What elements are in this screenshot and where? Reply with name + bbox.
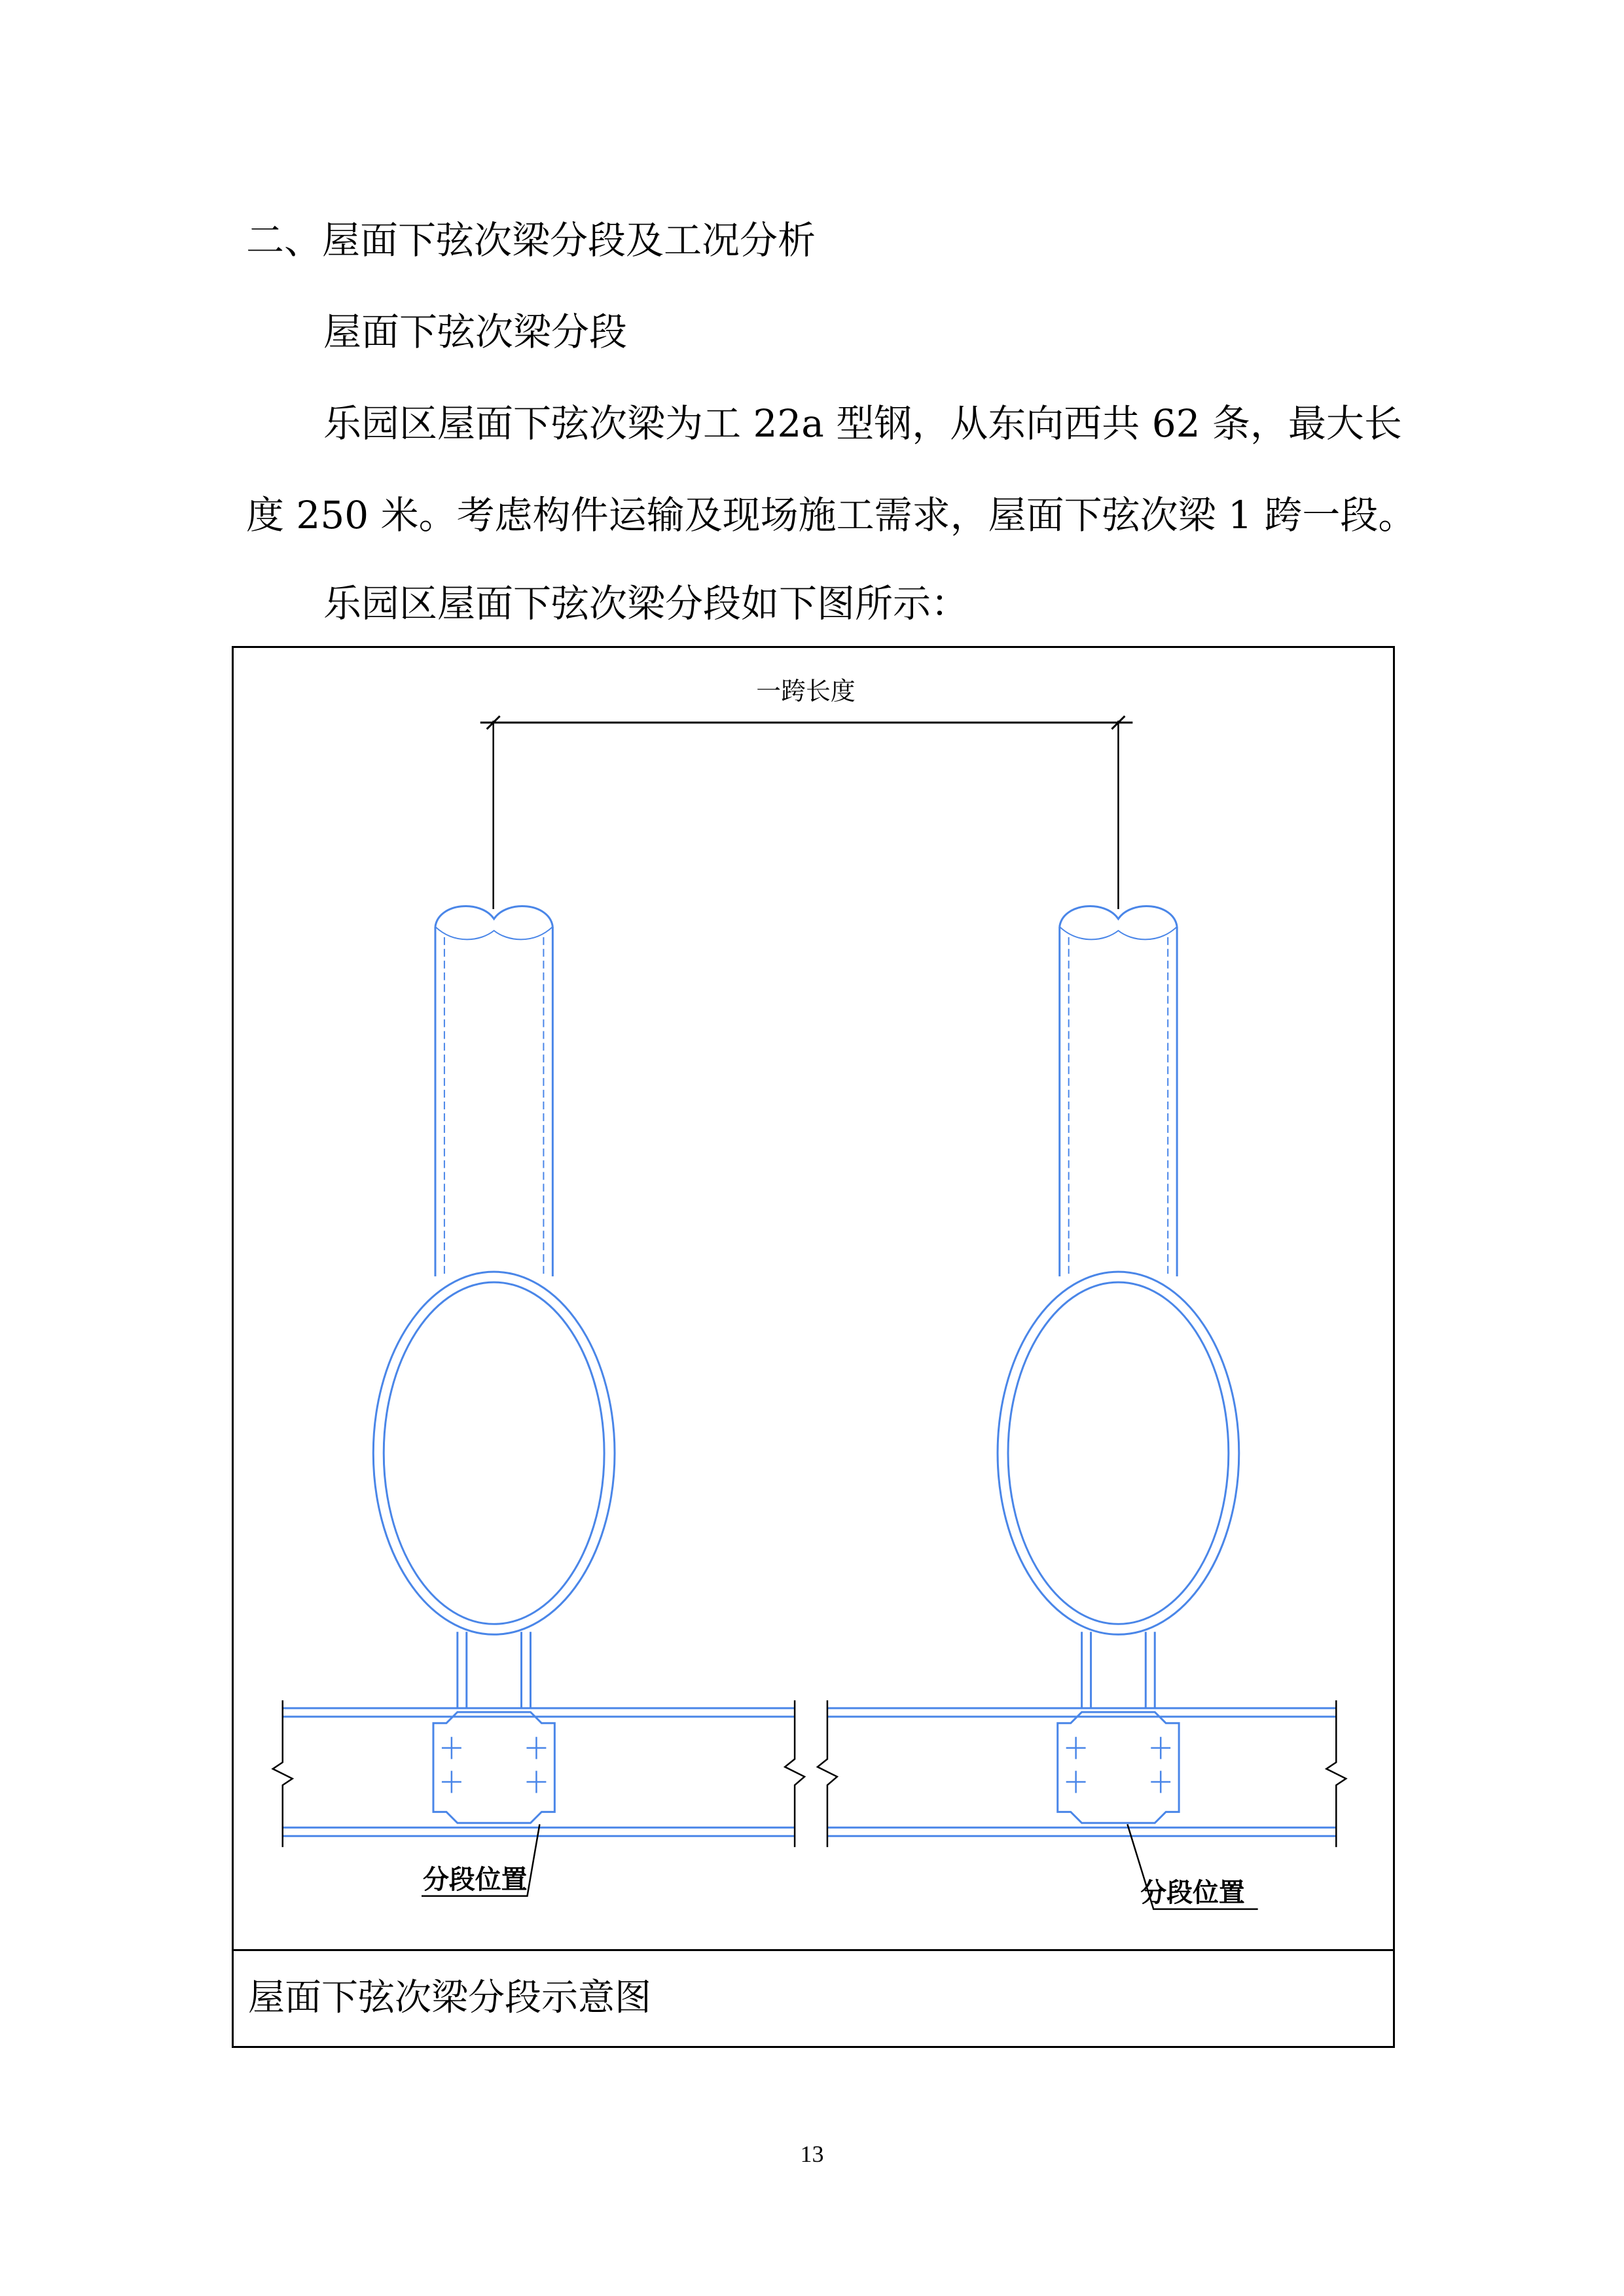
support-assembly-left bbox=[373, 906, 615, 1823]
split-label-right: 分段位置 bbox=[1140, 1878, 1245, 1907]
segment-diagram bbox=[234, 648, 1393, 1949]
figure-caption-row bbox=[234, 1949, 1393, 2046]
span-dimension bbox=[480, 716, 1133, 909]
section-heading: 二、屋面下弦次梁分段及工况分析 bbox=[246, 218, 816, 262]
support-assembly-right bbox=[998, 906, 1239, 1823]
split-label-left: 分段位置 bbox=[423, 1865, 528, 1894]
figure-caption: 屋面下弦次梁分段示意图 bbox=[248, 1977, 651, 2019]
subheading: 屋面下弦次梁分段 bbox=[323, 310, 628, 354]
figure-intro: 乐园区屋面下弦次梁分段如下图所示： bbox=[323, 581, 969, 626]
lower-chord-right bbox=[827, 1708, 1336, 1836]
lower-chord-left bbox=[283, 1708, 795, 1836]
paragraph-line-1: 乐园区屋面下弦次梁为工 22a 型钢，从东向西共 62 条，最大长 bbox=[323, 401, 1402, 446]
paragraph-line-2: 度 250 米。考虑构件运输及现场施工需求，屋面下弦次梁 1 跨一段。 bbox=[246, 493, 1416, 537]
figure-frame bbox=[232, 646, 1395, 2048]
page-number: 13 bbox=[800, 2141, 824, 2167]
span-length-label: 一跨长度 bbox=[756, 678, 856, 706]
